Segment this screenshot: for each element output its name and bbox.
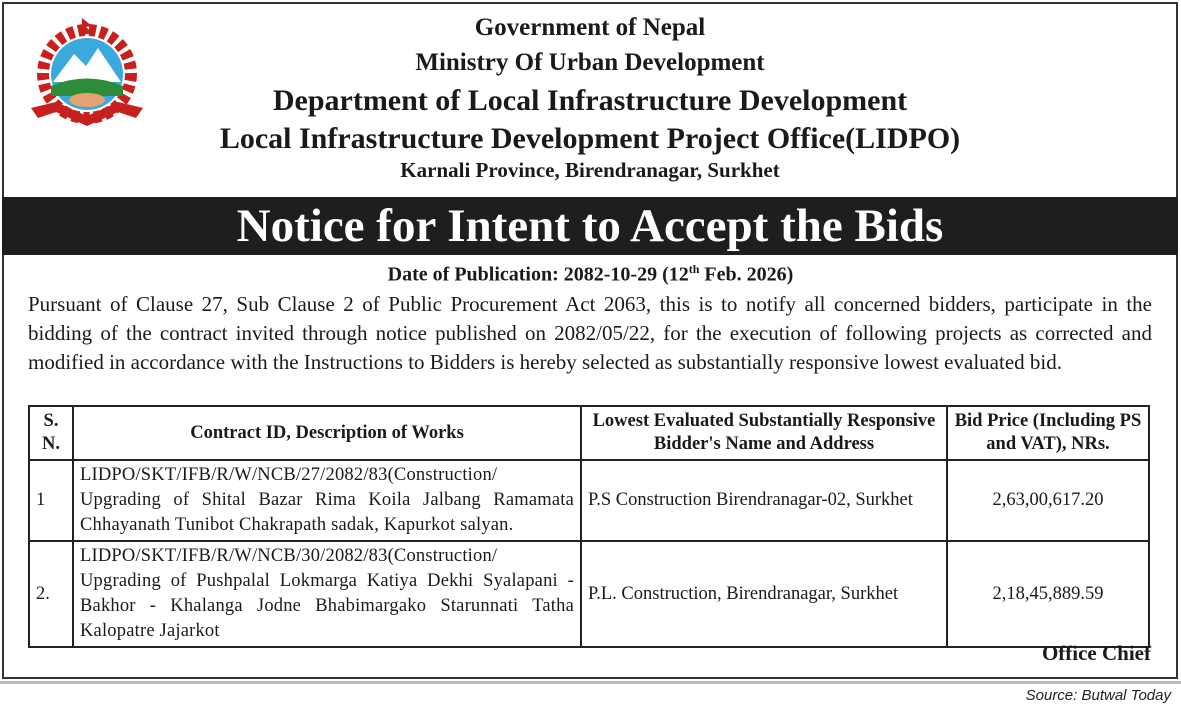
header-department: Department of Local Infrastructure Development (272, 84, 908, 117)
col-bidder: Lowest Evaluated Substantially Responsive Bidder's Name and Address (581, 406, 947, 460)
row-sn: 1 (29, 460, 73, 541)
publication-date-sup: th (688, 262, 700, 276)
header-address: Karnali Province, Birendranagar, Surkhet (400, 158, 780, 182)
table-row (29, 460, 1149, 541)
publication-date-suffix: Feb. 2026) (699, 263, 794, 286)
table-row (29, 541, 1149, 647)
col-price: Bid Price (Including PS and VAT), NRs. (947, 406, 1149, 460)
nepal-emblem-logo (26, 16, 148, 134)
col-description: Contract ID, Description of Works (73, 406, 581, 460)
publication-date (0, 262, 1181, 287)
row-price: 2,63,00,617.20 (947, 460, 1149, 541)
bids-table (28, 405, 1150, 648)
notice-title: Notice for Intent to Accept the Bids (2, 197, 1178, 255)
row-description: LIDPO/SKT/IFB/R/W/NCB/30/2082/83(Construction/ Upgrading of Pushpalal Lokmarga Katiya Dekhi Syalapani -Bakhor - Khalanga Jodne Bhabimargako Starunnati Tatha Kalopatre Jajarkot (73, 541, 581, 647)
header-ministry: Ministry Of Urban Development (415, 49, 765, 76)
source-credit: Source: Butwal Today (1025, 687, 1171, 704)
col-sn: S. N. (29, 406, 73, 460)
signature-office-chief: Office Chief (1041, 641, 1151, 665)
header-government: Government of Nepal (474, 14, 706, 41)
row-price: 2,18,45,889.59 (947, 541, 1149, 647)
table-header-row (29, 406, 1149, 460)
row-bidder: P.S Construction Birendranagar-02, Surkhet (581, 460, 947, 541)
row-description: LIDPO/SKT/IFB/R/W/NCB/27/2082/83(Construction/ Upgrading of Shital Bazar Rima Koila Jalbang Ramamata Chhayanath Tunibot Chakrapath sadak, Kapurkot salyan. (73, 460, 581, 541)
publication-date-prefix: Date of Publication: 2082-10-29 (12 (387, 263, 689, 286)
header-office: Local Infrastructure Development Project Office(LIDPO) (219, 122, 961, 155)
row-bidder: P.L. Construction, Birendranagar, Surkhet (581, 541, 947, 647)
notice-body: Pursuant of Clause 27, Sub Clause 2 of Public Procurement Act 2063, this is to notify all concerned bidders, participate in the bidding of the contract invited through notice published on 2082/05/22, for the execution of following projects as corrected and modified in accordance with the Instructions to Bidders is hereby selected as substantially responsive lowest evaluated bid. (28, 292, 1152, 374)
row-sn: 2. (29, 541, 73, 647)
divider (0, 681, 1181, 684)
